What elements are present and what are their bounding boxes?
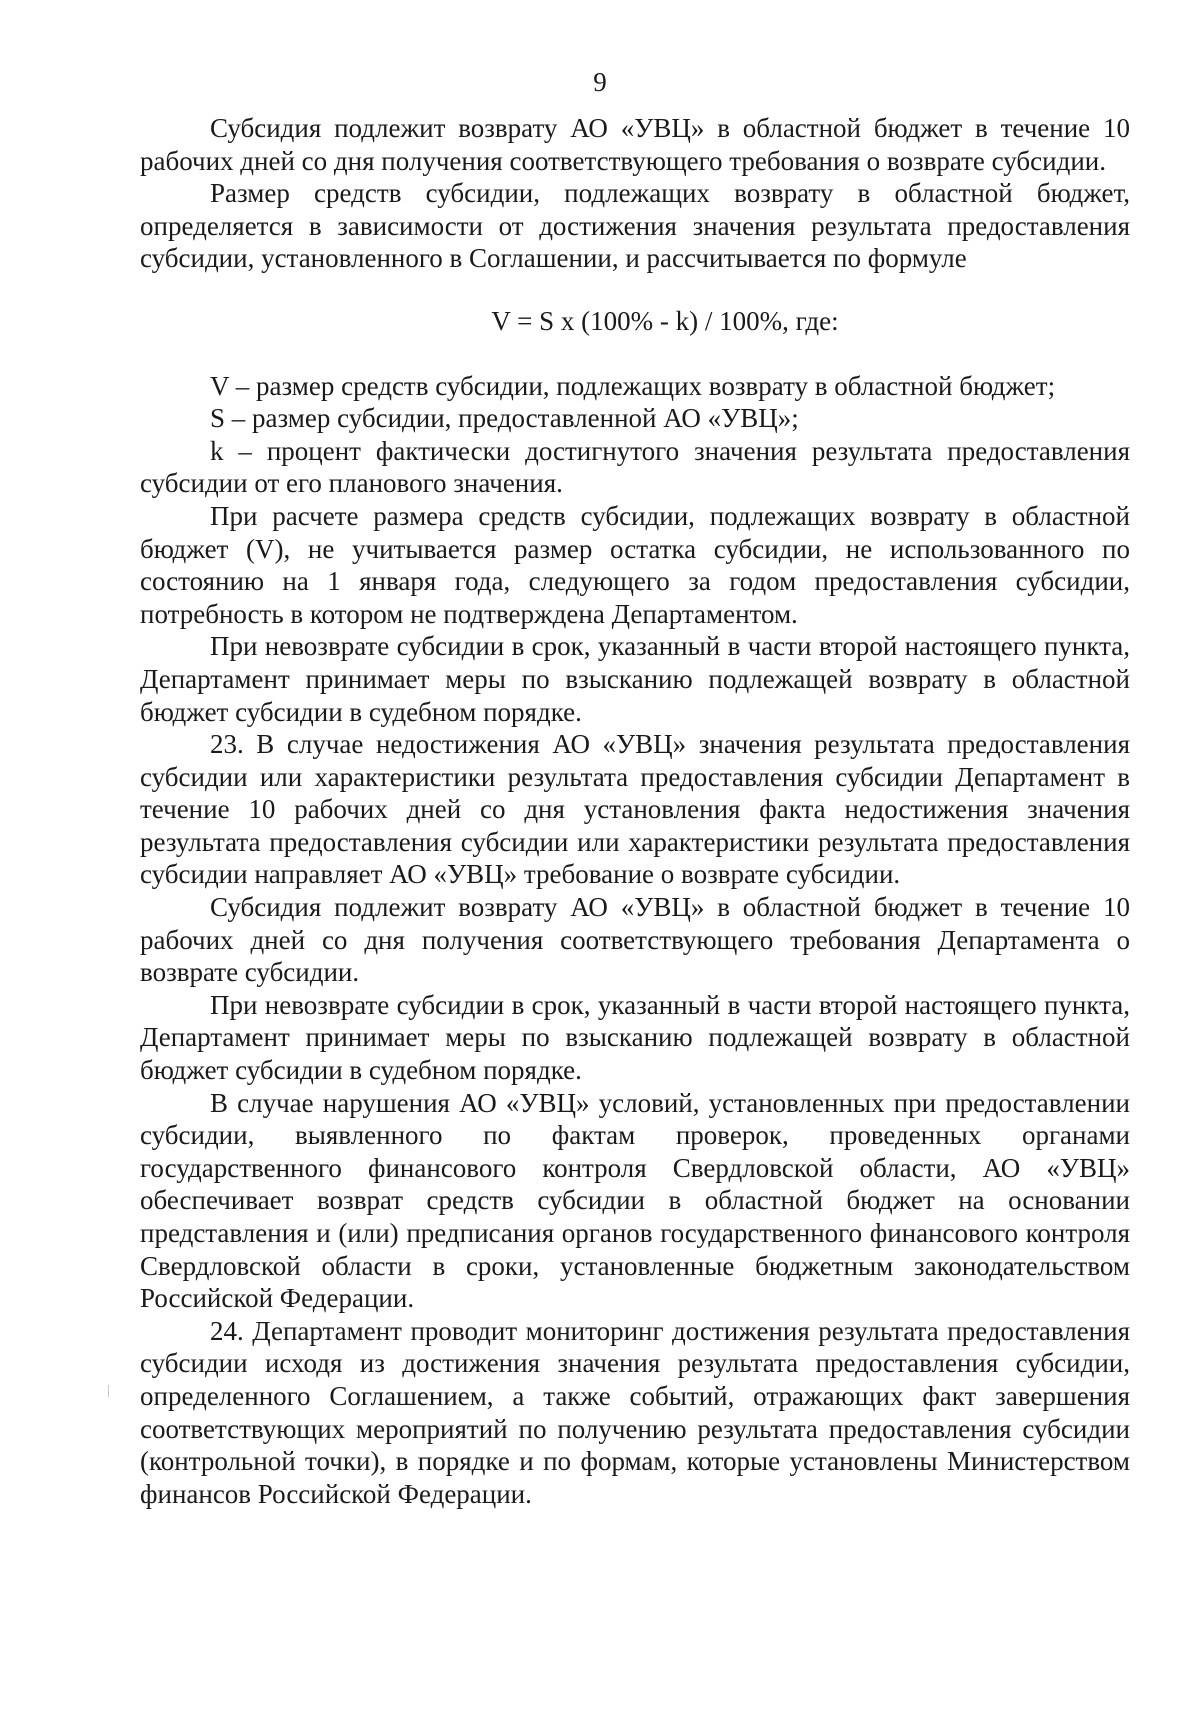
paragraph-return-amount: Размер средств субсидии, подлежащих возврату в областной бюджет, определяется в зависимости от достижения значения результата предоставления субсидии, установленного в Соглашении, и рассчитывается по формуле (140, 178, 1130, 274)
document-body (140, 112, 1130, 1510)
paragraph-item-23: 23. В случае недостижения АО «УВЦ» значения результата предоставления субсидии или характеристики результата предоставления субсидии Департамент в течение 10 рабочих дней со дня установления факта недостижения значения результата предоставления субсидии или характеристики результата предоставления субсидии направляет АО «УВЦ» требование о возврате субсидии. (140, 729, 1130, 890)
paragraph-item-24: 24. Департамент проводит мониторинг достижения результата предоставления субсидии исходя из достижения значения результата предоставления субсидии, определенного Соглашением, а также событий, отражающих факт завершения соответствующих мероприятий по получению результата предоставления субсидии (контрольной точки), в порядке и по формам, которые установлены Министерством финансов Российской Федерации. (140, 1315, 1130, 1509)
paragraph-violation-conditions: В случае нарушения АО «УВЦ» условий, установленных при предоставлении субсидии, выявленного по фактам проверок, проведенных органами государственного финансового контроля Свердловской области, АО «УВЦ» обеспечивает возврат средств субсидии в областной бюджет на основании представления и (или) предписания органов государственного финансового контроля Свердловской области в сроки, установленные бюджетным законодательством Российской Федерации. (140, 1087, 1130, 1314)
formula-definition-s: S – размер субсидии, предоставленной АО «УВЦ»; (210, 403, 799, 434)
scan-artifact-mark (108, 1385, 109, 1397)
paragraph-non-return-measures: При невозврате субсидии в срок, указанный в части второй настоящего пункта, Департамент принимает меры по взысканию подлежащей возврату в областной бюджет субсидии в судебном порядке. (140, 631, 1130, 727)
paragraph-subsidy-return: Субсидия подлежит возврату АО «УВЦ» в областной бюджет в течение 10 рабочих дней со дня получения соответствующего требования о возврате субсидии. (140, 113, 1130, 176)
formula: V = S x (100% - k) / 100%, где: (491, 305, 839, 336)
paragraph-remainder-calculation: При расчете размера средств субсидии, подлежащих возврату в областной бюджет (V), не учитывается размер остатка субсидии, не использованного по состоянию на 1 января года, следующего за годом предоставления субсидии, потребность в котором не подтверждена Департаментом. (140, 500, 1130, 629)
formula-definition-k: k – процент фактически достигнутого значения результата предоставления субсидии от его планового значения. (140, 435, 1130, 499)
formula-definition-v: V – размер средств субсидии, подлежащих возврату в областной бюджет; (210, 370, 1056, 401)
paragraph-subsidy-return-department: Субсидия подлежит возврату АО «УВЦ» в областной бюджет в течение 10 рабочих дней со дня получения соответствующего требования Департамента о возврате субсидии. (140, 892, 1130, 988)
paragraph-non-return-measures-2: При невозврате субсидии в срок, указанный в части второй настоящего пункта, Департамент принимает меры по взысканию подлежащей возврату в областной бюджет субсидии в судебном порядке. (140, 989, 1130, 1086)
page-number: 9 (593, 67, 607, 97)
